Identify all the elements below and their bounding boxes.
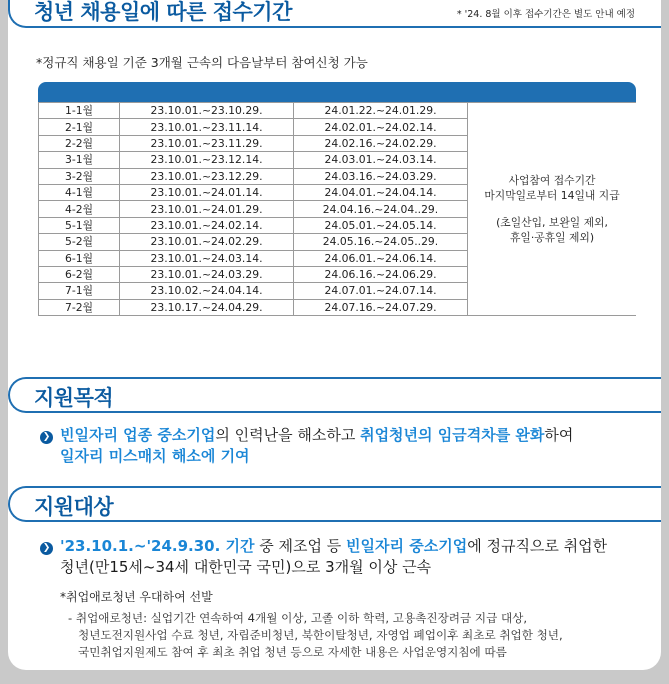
hire-period-cell: 23.10.17.~24.04.29. bbox=[120, 299, 294, 315]
detail-text bbox=[68, 610, 658, 661]
purpose-highlight-1: 빈일자리 업종 중소기업 bbox=[60, 426, 216, 444]
hire-period-cell: 23.10.01.~24.01.14. bbox=[120, 184, 294, 200]
hire-period-cell: 23.10.01.~24.02.14. bbox=[120, 217, 294, 233]
apply-period-cell: 24.03.16.~24.03.29. bbox=[294, 168, 468, 184]
hire-period-cell: 23.10.01.~23.11.14. bbox=[120, 119, 294, 135]
remark-line-3: (초일산입, 보완일 제외, bbox=[496, 216, 608, 230]
purpose-title: 지원목적 bbox=[34, 386, 114, 410]
detail-line-1: - 취업애로청년: 실업기간 연속하여 4개월 이상, 고졸 이하 학력, 고용촉진장려금 지급 대상, bbox=[68, 611, 528, 625]
apply-period-cell: 24.05.16.~24.05..29. bbox=[294, 234, 468, 250]
purpose-text-4: 하여 bbox=[544, 426, 574, 444]
month-cell: 2-1월 bbox=[39, 119, 120, 135]
target-line-2: 청년(만15세~34세 대한민국 국민)으로 3개월 이상 근속 bbox=[60, 558, 432, 576]
purpose-text-2: 의 인력난을 해소하고 bbox=[215, 426, 361, 444]
apply-period-cell: 24.02.16.~24.02.29. bbox=[294, 135, 468, 151]
month-cell: 3-1월 bbox=[39, 152, 120, 168]
section-header-period bbox=[8, 0, 661, 28]
purpose-highlight-2: 취업청년의 임금격차를 완화 bbox=[360, 426, 545, 444]
month-cell: 4-1월 bbox=[39, 184, 120, 200]
hire-period-cell: 23.10.01.~24.02.29. bbox=[120, 234, 294, 250]
hire-period-cell: 23.10.01.~23.11.29. bbox=[120, 135, 294, 151]
hire-period-cell: 23.10.01.~24.03.14. bbox=[120, 250, 294, 266]
apply-period-cell: 24.02.01.~24.02.14. bbox=[294, 119, 468, 135]
section-header-target bbox=[8, 486, 661, 522]
eligibility-note: *정규직 채용일 기준 3개월 근속의 다음날부터 참여신청 가능 bbox=[36, 55, 368, 70]
hire-period-cell: 23.10.01.~24.01.29. bbox=[120, 201, 294, 217]
header-note: * '24. 8월 이후 접수기간은 별도 안내 예정 bbox=[456, 9, 635, 20]
table-row bbox=[39, 103, 637, 119]
month-cell: 5-2월 bbox=[39, 234, 120, 250]
target-highlight-2: 빈일자리 중소기업 bbox=[346, 537, 468, 555]
hire-period-cell: 23.10.01.~23.10.29. bbox=[120, 103, 294, 119]
detail-line-3: 국민취업지원제도 참여 후 최초 취업 청년 등으로 자세한 내용은 사업운영지침에 따름 bbox=[78, 645, 507, 659]
month-cell: 7-1월 bbox=[39, 283, 120, 299]
apply-period-cell: 24.06.01.~24.06.14. bbox=[294, 250, 468, 266]
preference-note: *취업애로청년 우대하여 선발 bbox=[60, 590, 213, 604]
apply-period-cell: 24.05.01.~24.05.14. bbox=[294, 217, 468, 233]
detail-line-2: 청년도전지원사업 수료 청년, 자립준비청년, 북한이탈청년, 자영업 폐업이후 최초로 취업한 청년, bbox=[78, 628, 563, 642]
remark-line-4: 휴일·공휴일 제외) bbox=[509, 231, 595, 245]
apply-period-cell: 24.07.01.~24.07.14. bbox=[294, 283, 468, 299]
apply-period-cell: 24.06.16.~24.06.29. bbox=[294, 266, 468, 282]
month-cell: 3-2월 bbox=[39, 168, 120, 184]
apply-period-cell: 24.07.16.~24.07.29. bbox=[294, 299, 468, 315]
apply-period-cell: 24.04.16.~24.04..29. bbox=[294, 201, 468, 217]
table-header-bar bbox=[38, 82, 636, 102]
hire-period-cell: 23.10.02.~24.04.14. bbox=[120, 283, 294, 299]
page-title: 청년 채용일에 따른 접수기간 bbox=[34, 0, 292, 24]
apply-period-cell: 24.01.22.~24.01.29. bbox=[294, 103, 468, 119]
target-text-4: 에 정규직으로 취업한 bbox=[467, 537, 608, 555]
month-cell: 4-2월 bbox=[39, 201, 120, 217]
target-highlight-1: '23.10.1.~'24.9.30. 기간 bbox=[60, 537, 255, 555]
month-cell: 5-1월 bbox=[39, 217, 120, 233]
apply-period-cell: 24.03.01.~24.03.14. bbox=[294, 152, 468, 168]
target-text-2: 중 제조업 등 bbox=[254, 537, 347, 555]
schedule-table bbox=[38, 82, 636, 316]
remark-line-2: 마지막일로부터 14일내 지급 bbox=[484, 189, 620, 203]
purpose-highlight-3: 일자리 미스매치 해소에 기여 bbox=[60, 447, 250, 465]
remark-line-1: 사업참여 접수기간 bbox=[508, 174, 596, 188]
month-cell: 6-1월 bbox=[39, 250, 120, 266]
purpose-text bbox=[40, 425, 573, 467]
hire-period-cell: 23.10.01.~23.12.14. bbox=[120, 152, 294, 168]
hire-period-cell: 23.10.01.~24.03.29. bbox=[120, 266, 294, 282]
payment-remark bbox=[468, 103, 637, 316]
section-header-purpose bbox=[8, 377, 661, 413]
hire-period-cell: 23.10.01.~23.12.29. bbox=[120, 168, 294, 184]
month-cell: 1-1월 bbox=[39, 103, 120, 119]
circle-chevron-right-icon: ❯ bbox=[40, 431, 53, 444]
apply-period-cell: 24.04.01.~24.04.14. bbox=[294, 184, 468, 200]
circle-chevron-right-icon: ❯ bbox=[40, 542, 53, 555]
target-text bbox=[40, 536, 607, 578]
month-cell: 6-2월 bbox=[39, 266, 120, 282]
month-cell: 2-2월 bbox=[39, 135, 120, 151]
month-cell: 7-2월 bbox=[39, 299, 120, 315]
target-title: 지원대상 bbox=[34, 495, 114, 519]
info-card bbox=[8, 0, 661, 670]
